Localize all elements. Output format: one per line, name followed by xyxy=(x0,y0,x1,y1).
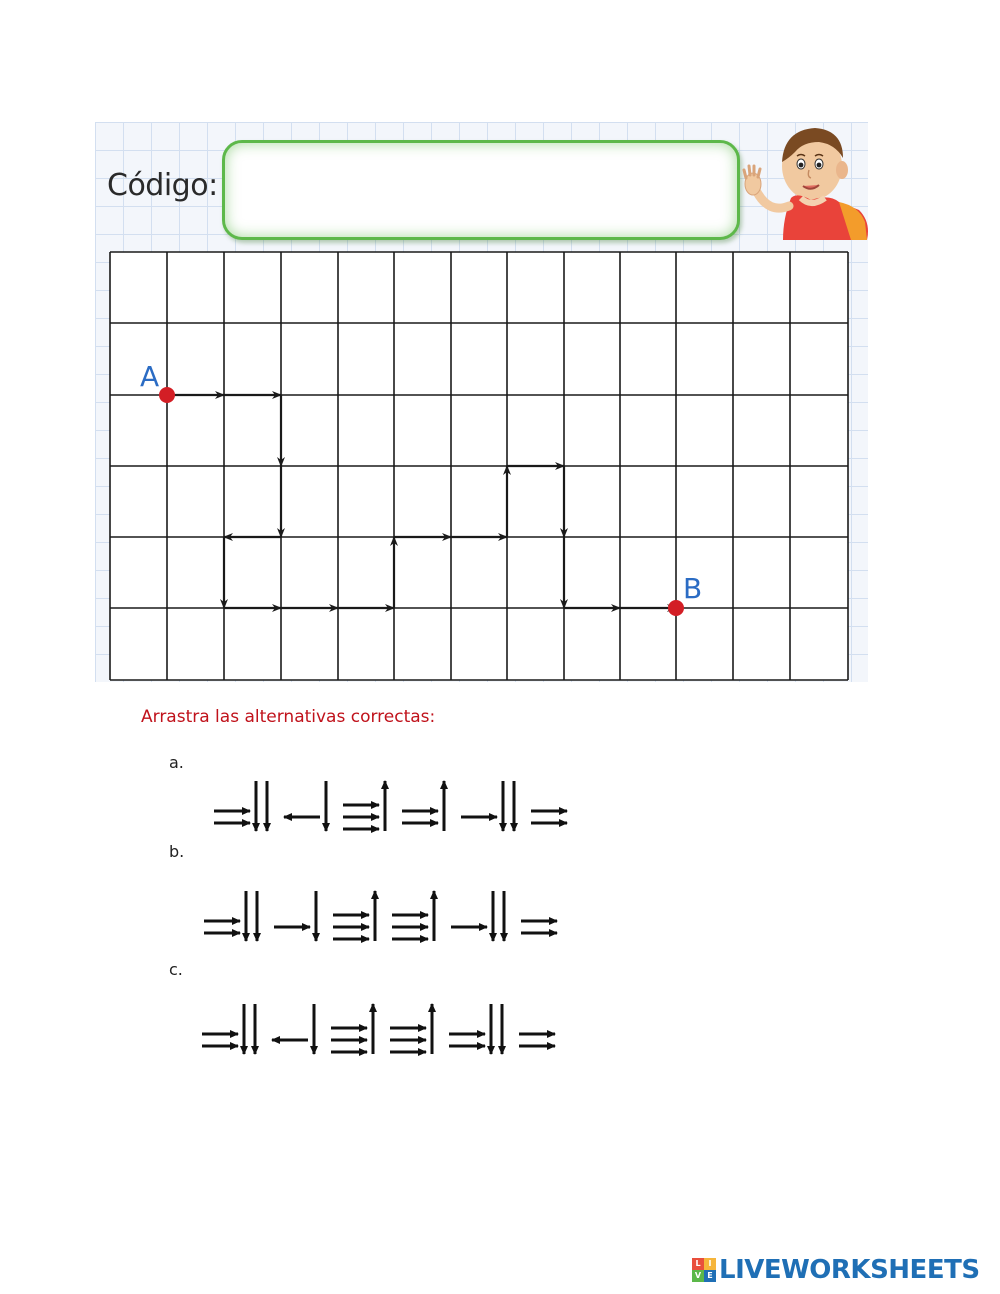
point-a-marker xyxy=(159,387,175,403)
path-grid xyxy=(95,122,868,682)
instruction-text: Arrastra las alternativas correctas: xyxy=(141,707,436,727)
option-c-arrows[interactable] xyxy=(198,998,638,1058)
option-c-letter: c. xyxy=(169,960,183,979)
point-b-label: B xyxy=(683,572,703,605)
logo-text: LIVEWORKSHEETS xyxy=(719,1255,980,1285)
logo-mark: L I V E xyxy=(692,1258,716,1282)
liveworksheets-logo xyxy=(692,1255,980,1285)
option-a-letter: a. xyxy=(169,753,184,772)
option-b-arrows[interactable] xyxy=(200,885,640,945)
option-b-letter: b. xyxy=(169,842,185,861)
option-a-arrows[interactable] xyxy=(210,775,650,835)
point-b-marker xyxy=(668,600,684,616)
point-a-label: A xyxy=(140,360,160,393)
code-label: Código: xyxy=(107,168,218,203)
worksheet-panel xyxy=(95,122,868,682)
